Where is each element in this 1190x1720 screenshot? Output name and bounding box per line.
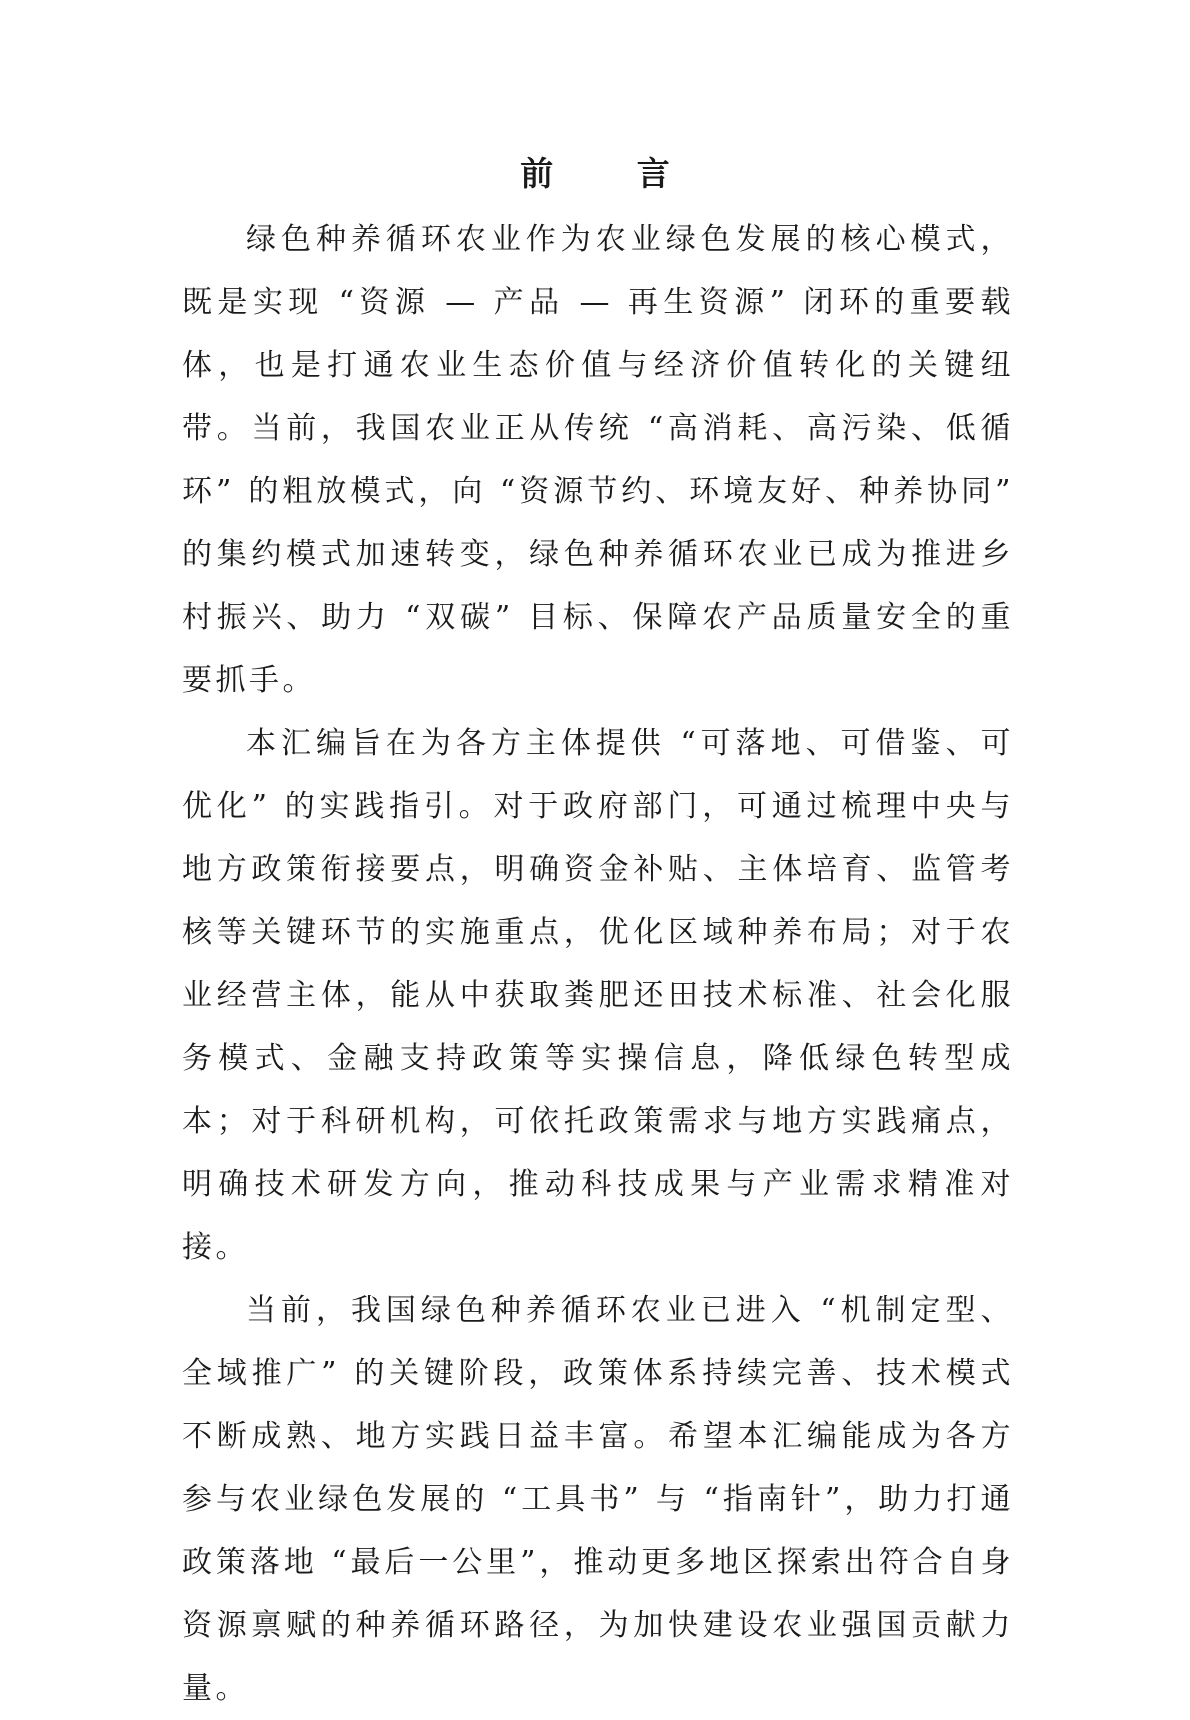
- document-body: [182, 208, 1014, 1720]
- paragraph-purpose: 本汇编旨在为各方主体提供 “可落地、可借鉴、可优化” 的实践指引。对于政府部门，可通过梳理中央与地方政策衔接要点，明确资金补贴、主体培育、监管考核等关键环节的实施重点，优化区域种养布局；对于农业经营主体，能从中获取粪肥还田技术标准、社会化服务模式、金融支持政策等实操信息，降低绿色转型成本；对于科研机构，可依托政策需求与地方实践痛点，明确技术研发方向，推动科技成果与产业需求精准对接。: [182, 726, 1014, 1265]
- page-title: 前 言: [520, 154, 706, 193]
- paragraph-outlook: 当前，我国绿色种养循环农业已进入 “机制定型、全域推广” 的关键阶段，政策体系持续完善、技术模式不断成熟、地方实践日益丰富。希望本汇编能成为各方参与农业绿色发展的 “工具书” 与 “指南针”，助力打通政策落地 “最后一公里”，推动更多地区探索出符合自身资源禀赋的种养循环路径，为加快建设农业强国贡献力量。: [182, 1293, 1014, 1706]
- paragraph-intro: 绿色种养循环农业作为农业绿色发展的核心模式，既是实现 “资源 — 产品 — 再生资源” 闭环的重要载体，也是打通农业生态价值与经济价值转化的关键纽带。当前，我国农业正从传统 “高消耗、高污染、低循环” 的粗放模式，向 “资源节约、环境友好、种养协同” 的集约模式加速转变，绿色种养循环农业已成为推进乡村振兴、助力 “双碳” 目标、保障农产品质量安全的重要抓手。: [182, 222, 1014, 698]
